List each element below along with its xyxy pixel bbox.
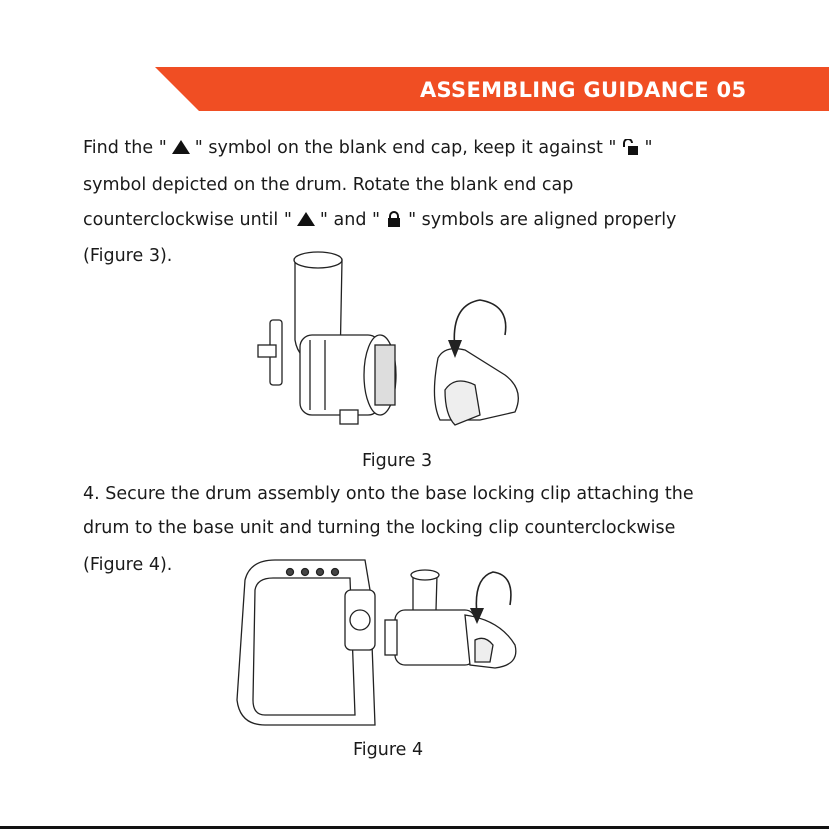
- unlock-icon: [619, 139, 641, 155]
- instruction-line: [83, 210, 676, 230]
- text-segment: " symbols are aligned properly: [408, 210, 677, 230]
- text-segment: " and ": [319, 210, 381, 230]
- text-segment: " symbol on the blank end cap, keep it against ": [194, 138, 617, 158]
- instruction-line: symbol depicted on the drum. Rotate the blank end cap: [83, 175, 574, 195]
- figure-3-illustration: [240, 240, 540, 440]
- figure-3-caption: Figure 3: [362, 451, 433, 471]
- page-title: ASSEMBLING GUIDANCE 05: [420, 78, 747, 102]
- text-segment: ": [644, 138, 653, 158]
- text-segment: Find the ": [83, 138, 167, 158]
- instruction-line: (Figure 3).: [83, 246, 173, 266]
- instruction-line: (Figure 4).: [83, 555, 173, 575]
- figure-4-illustration: [225, 550, 525, 740]
- instruction-line: [83, 138, 653, 158]
- triangle-up-icon: [295, 211, 317, 227]
- text-segment: counterclockwise until ": [83, 210, 292, 230]
- header-banner: [0, 0, 829, 130]
- triangle-up-icon: [170, 139, 192, 155]
- figure-4-caption: Figure 4: [353, 740, 424, 760]
- instruction-line: 4. Secure the drum assembly onto the base locking clip attaching the: [83, 484, 694, 504]
- instruction-line: drum to the base unit and turning the locking clip counterclockwise: [83, 518, 676, 538]
- lock-icon: [383, 211, 405, 227]
